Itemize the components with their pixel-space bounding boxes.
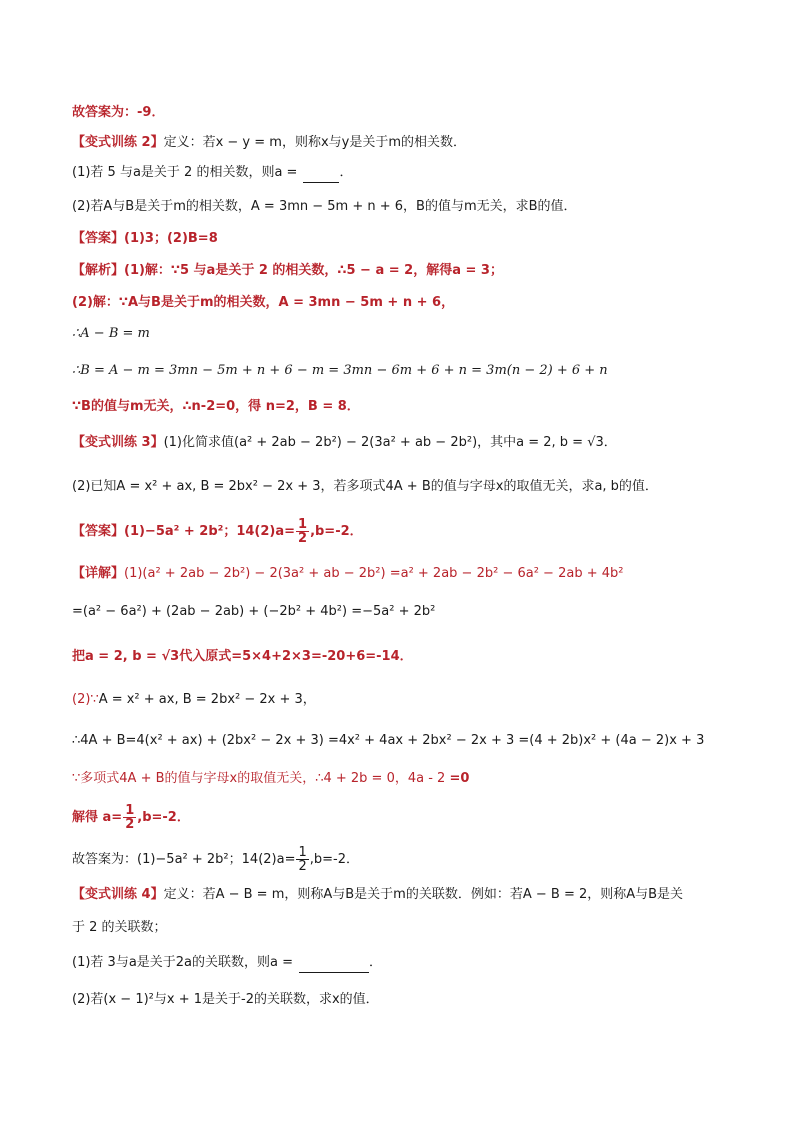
answer-text: 【答案】(1)−5a² + 2b²；14(2)a= bbox=[72, 524, 296, 539]
exercise-2-analysis-1: 【解析】(1)解：∵5 与a是关于 2 的相关数，∴5 − a = 2，解得a = 3； bbox=[72, 263, 503, 278]
exercise-4-q2: (2)若(x − 1)²与x + 1是关于-2的关联数，求x的值． bbox=[72, 992, 379, 1007]
exercise-3-q1: (1)化简求值(a² + 2ab − 2b²) − 2(3a² + ab − 2b²)，其中a = 2, b = √3． bbox=[163, 435, 617, 450]
fraction-numerator: 1 bbox=[298, 845, 307, 860]
exercise-2-title bbox=[72, 133, 466, 153]
exercise-4-q1 bbox=[72, 953, 382, 973]
exercise-2-q1-text: (1)若 5 与a是关于 2 的相关数，则a = bbox=[72, 165, 298, 180]
exercise-3-part2-solution bbox=[72, 804, 190, 831]
exercise-3-part2-condition bbox=[72, 769, 469, 789]
exercise-3-title bbox=[72, 433, 617, 453]
fraction-denominator: 2 bbox=[125, 817, 135, 832]
exercise-2-label: 【变式训练 2】 bbox=[72, 135, 164, 150]
answer-line-9: 故答案为：-9． bbox=[72, 105, 165, 120]
condition-zero: =0 bbox=[449, 771, 470, 786]
exercise-4-q1-text: (1)若 3与a是关于2a的关联数，则a = bbox=[72, 955, 294, 970]
exercise-2-q1-tail: ． bbox=[339, 165, 353, 180]
fraction-numerator: 1 bbox=[125, 803, 135, 818]
exercise-3-part2-given bbox=[72, 690, 316, 710]
exercise-2-definition: 定义：若x − y = m，则称x与y是关于m的相关数． bbox=[163, 135, 466, 150]
exercise-3-final-answer bbox=[72, 846, 359, 873]
fraction bbox=[296, 518, 309, 545]
answer-blank bbox=[299, 958, 369, 973]
solution-tail: ,b=-2． bbox=[137, 810, 190, 825]
step-conclusion: ∵B的值与m无关，∴n-2=0，得 n=2，B = 8． bbox=[72, 399, 360, 414]
exercise-3-answer bbox=[72, 518, 363, 545]
final-answer-text: 故答案为：(1)−5a² + 2b²；14(2)a= bbox=[72, 852, 296, 867]
exercise-3-label: 【变式训练 3】 bbox=[72, 435, 164, 450]
exercise-2-answer: 【答案】(1)3；(2)B=8 bbox=[72, 231, 218, 246]
fraction-denominator: 2 bbox=[298, 859, 307, 874]
fraction bbox=[123, 804, 136, 831]
exercise-3-detail-1 bbox=[72, 564, 623, 584]
condition-text: ∵多项式4A + B的值与字母x的取值无关，∴4 + 2b = 0，4a - 2 bbox=[72, 771, 450, 786]
answer-tail: ,b=-2． bbox=[310, 524, 363, 539]
exercise-2-analysis-2: (2)解：∵A与B是关于m的相关数，A = 3mn − 5m + n + 6， bbox=[72, 295, 455, 310]
exercise-4-label: 【变式训练 4】 bbox=[72, 887, 164, 902]
exercise-3-part2-expansion: ∴4A + B=4(x² + ax) + (2bx² − 2x + 3) =4x² + 4ax + 2bx² − 2x + 3 =(4 + 2b)x² + (4a − 2)x + 3 bbox=[72, 733, 705, 748]
exercise-3-substitution: 把a = 2, b = √3代入原式=5×4+2×3=-20+6=-14． bbox=[72, 649, 413, 664]
step-a-minus-b: ∴A − B = m bbox=[72, 326, 150, 341]
detail-label: 【详解】 bbox=[72, 566, 125, 581]
exercise-3-q2: (2)已知A = x² + ax, B = 2bx² − 2x + 3，若多项式4A + B的值与字母x的取值无关，求a, b的值． bbox=[72, 479, 658, 494]
because-symbol: (2)∵ bbox=[72, 692, 99, 707]
exercise-4-title bbox=[72, 885, 683, 905]
fraction bbox=[296, 846, 308, 873]
exercise-4-q1-tail: ． bbox=[369, 955, 383, 970]
detail-expression: (1)(a² + 2ab − 2b²) − 2(3a² + ab − 2b²) =a² + 2ab − 2b² − 6a² − 2ab + 4b² bbox=[124, 566, 624, 581]
fraction-denominator: 2 bbox=[298, 531, 308, 546]
answer-blank bbox=[303, 168, 339, 183]
exercise-4-definition-cont: 于 2 的关联数； bbox=[72, 920, 167, 935]
step-b-derivation: ∴B = A − m = 3mn − 5m + n + 6 − m = 3mn − 6m + 6 + n = 3m(n − 2) + 6 + n bbox=[72, 363, 608, 378]
exercise-2-q1 bbox=[72, 163, 352, 183]
exercise-2-q2: (2)若A与B是关于m的相关数，A = 3mn − 5m + n + 6，B的值与m无关，求B的值． bbox=[72, 199, 577, 214]
exercise-3-detail-2: =(a² − 6a²) + (2ab − 2ab) + (−2b² + 4b²) =−5a² + 2b² bbox=[72, 604, 436, 619]
fraction-numerator: 1 bbox=[298, 517, 308, 532]
given-expressions: A = x² + ax, B = 2bx² − 2x + 3， bbox=[98, 692, 316, 707]
solution-text: 解得 a= bbox=[72, 810, 123, 825]
exercise-4-definition: 定义：若A − B = m，则称A与B是关于m的关联数．例如：若A − B = 2，则称A与B是关 bbox=[163, 887, 684, 902]
final-answer-tail: ,b=-2． bbox=[309, 852, 359, 867]
